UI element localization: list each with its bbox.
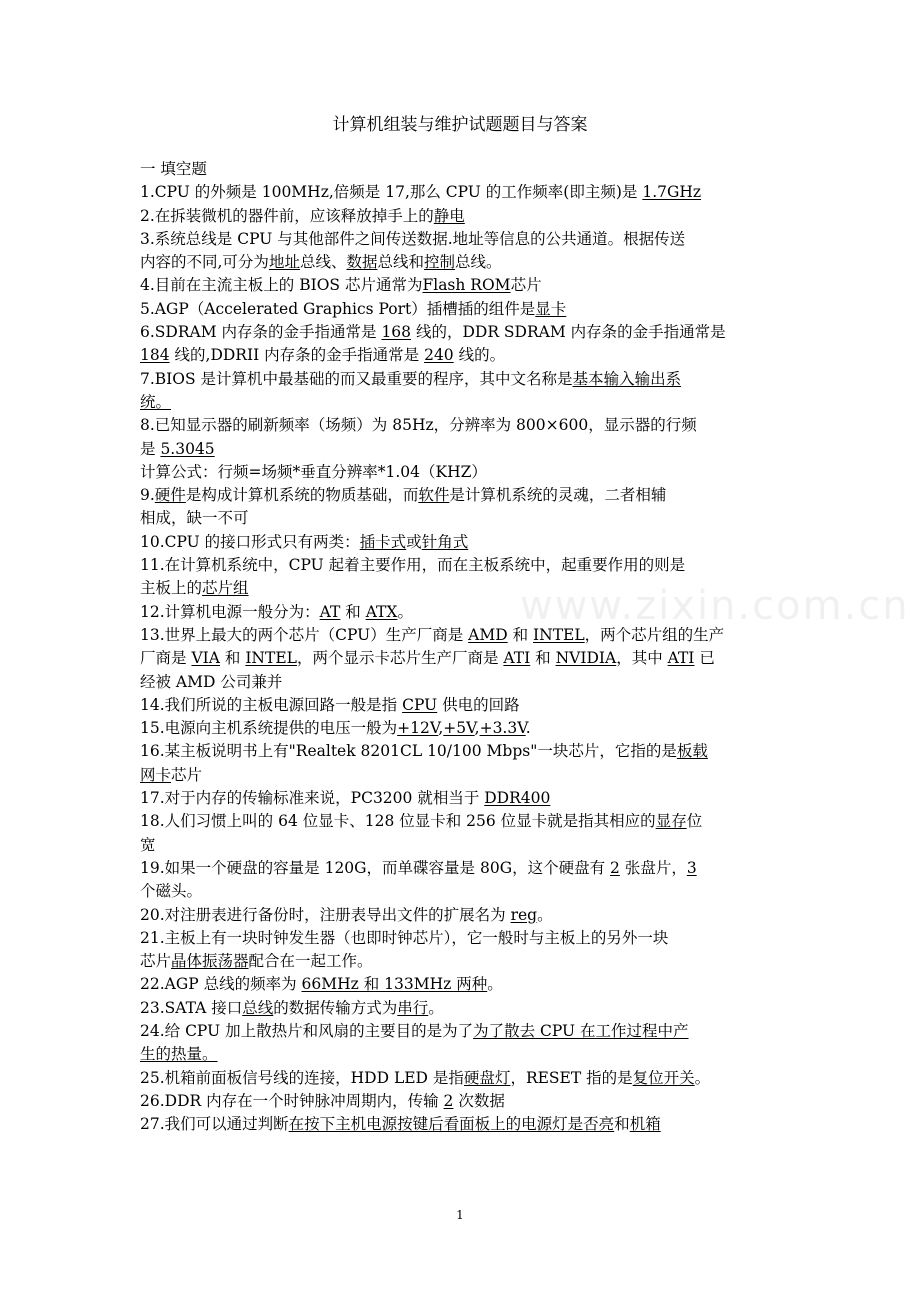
question-text: 个磁头。	[140, 882, 203, 901]
question-text: ，两个显示卡芯片生产厂商是	[296, 649, 504, 668]
text-line	[140, 228, 785, 251]
question-text: 7.BIOS 是计算机中最基础的而又最重要的程序，其中文名称是	[140, 369, 573, 388]
text-line	[140, 717, 785, 740]
question-text: 13.世界上最大的两个芯片（CPU）生产厂商是	[140, 625, 469, 644]
answer-text: AT	[319, 602, 341, 621]
answer-text: 168	[381, 323, 412, 342]
answer-text: AMD	[468, 625, 508, 644]
question-text: 总线。	[455, 253, 502, 272]
answer-text: VIA	[191, 649, 220, 668]
question-text: 和	[219, 649, 246, 668]
answer-text: ATI	[667, 649, 695, 668]
answer-text: reg	[510, 905, 538, 924]
question-text: 26.DDR 内存在一个时钟脉冲周期内，传输	[140, 1091, 444, 1110]
question-text: 和	[507, 625, 534, 644]
question-text: 线的,DDRII 内存条的金手指通常是	[169, 346, 425, 365]
text-line	[140, 787, 785, 810]
answer-text: 板载	[676, 742, 708, 761]
question-text: 3.系统总线是 CPU 与其他部件之间传送数据.地址等信息的公共通道。根据传送	[140, 229, 686, 248]
section-heading: 一 填空题	[140, 160, 207, 178]
text-line	[140, 950, 785, 973]
answer-text: NVIDIA	[555, 649, 617, 668]
question-text: 17.对于内存的传输标准来说，PC3200 就相当于	[140, 789, 485, 808]
answer-text: 机箱	[629, 1115, 661, 1134]
answer-text: 基本输入输出系	[572, 369, 682, 388]
text-line	[140, 181, 785, 204]
answer-text: 为了散去 CPU 在工作过程中产	[473, 1021, 689, 1040]
text-line	[140, 321, 785, 344]
answer-text: 软件	[418, 486, 450, 505]
question-text: 6.SDRAM 内存条的金手指通常是	[140, 323, 382, 342]
answer-text: 显存	[655, 812, 687, 831]
question-text: 已	[694, 649, 715, 668]
text-line	[140, 531, 785, 554]
question-text: 芯片	[510, 276, 542, 295]
text-line	[140, 1090, 785, 1113]
document-body	[140, 158, 785, 1136]
question-text: 8.已知显示器的刷新频率（场频）为 85Hz，分辨率为 800×600，显示器的行频	[140, 416, 697, 435]
page-number: 1	[456, 1208, 464, 1222]
question-text: 宽	[140, 835, 156, 854]
text-line	[140, 1113, 785, 1136]
question-text: 。	[537, 905, 553, 924]
answer-text: ATI	[503, 649, 531, 668]
page-title: 计算机组装与维护试题题目与答案	[332, 115, 588, 135]
answer-text: +12V	[397, 719, 439, 738]
text-line	[140, 973, 785, 996]
answer-text: 184	[140, 346, 170, 365]
question-text: 1.CPU 的外频是 100MHz,倍频是 17,那么 CPU 的工作频率(即主频)是	[140, 183, 643, 202]
question-text: 12.计算机电源一般分为：	[140, 602, 320, 621]
answer-text: 66MHz 和 133MHz 两种	[301, 975, 488, 994]
question-text: 总线、	[299, 253, 347, 272]
question-text: 19.如果一个硬盘的容量是 120G，而单碟容量是 80G，这个硬盘有	[140, 858, 611, 877]
text-line	[140, 857, 785, 880]
text-line	[140, 810, 785, 833]
question-text: 14.我们所说的主板电源回路一般是指	[140, 695, 403, 714]
question-text: 的数据传输方式为	[273, 998, 398, 1017]
question-text: 相成，缺一不可	[140, 509, 249, 528]
text-line	[140, 694, 785, 717]
question-text: 和	[340, 602, 366, 621]
answer-text: 数据	[346, 253, 378, 272]
text-line	[140, 1067, 785, 1090]
answer-text: INTEL	[245, 649, 297, 668]
answer-text: 硬件	[154, 486, 186, 505]
question-text: 是构成计算机系统的物质基础，而	[185, 486, 419, 505]
answer-text: 2	[443, 1091, 454, 1110]
question-text: ，RESET 指的是	[510, 1068, 633, 1087]
question-text: 供电的回路	[437, 695, 520, 714]
question-text: 是计算机系统的灵魂，二者相辅	[449, 486, 667, 505]
question-text: 内容的不同,可分为	[140, 253, 269, 272]
question-text: .	[525, 719, 531, 738]
answer-text: 240	[424, 346, 454, 365]
text-line	[140, 834, 785, 857]
text-line	[140, 1043, 785, 1066]
question-text: ，其中	[616, 649, 668, 668]
text-line	[140, 251, 785, 274]
question-text: 16.某主板说明书上有"Realtek 8201CL 10/100 Mbps"一块芯片，它指的是	[140, 742, 677, 761]
text-line	[140, 880, 785, 903]
text-line	[140, 764, 785, 787]
text-line	[140, 904, 785, 927]
answer-text: 硬盘灯	[463, 1068, 511, 1087]
text-line	[140, 205, 785, 228]
text-line	[140, 391, 785, 414]
answer-text: 2	[610, 858, 620, 877]
question-text: 24.给 CPU 加上散热片和风扇的主要目的是为了	[140, 1021, 474, 1040]
question-text: 4.目前在主流主板上的 BIOS 芯片通常为	[140, 276, 423, 295]
question-text: 线的。	[453, 346, 506, 365]
question-text: 20.对注册表进行备份时，注册表导出文件的扩展名为	[140, 905, 511, 924]
watermark: www.zixin.com.cn	[520, 583, 910, 629]
question-text: 是	[140, 439, 161, 458]
answer-text: INTEL	[533, 625, 585, 644]
text-line	[140, 461, 785, 484]
question-text: 或	[406, 532, 422, 551]
question-text: 芯片	[171, 765, 203, 784]
answer-text: ATX	[365, 602, 398, 621]
question-text: 和	[530, 649, 556, 668]
answer-text: CPU	[402, 695, 438, 714]
text-line	[140, 1020, 785, 1043]
question-text: 计算公式：行频=场频*垂直分辨率*1.04（KHZ）	[140, 462, 487, 481]
answer-text: +3.3V	[479, 719, 526, 738]
text-line	[140, 647, 785, 670]
question-text: 25.机箱前面板信号线的连接，HDD LED 是指	[140, 1068, 464, 1087]
text-line	[140, 740, 785, 763]
question-text: 主板上的	[140, 579, 203, 598]
answer-text: 在按下主机电源按键后看面板上的电源灯是否亮	[288, 1115, 615, 1134]
text-line	[140, 414, 785, 437]
answer-text: 复位开关	[632, 1068, 695, 1087]
answer-text: 地址	[268, 253, 300, 272]
question-text: 2.在拆装微机的器件前，应该释放掉手上的	[140, 206, 434, 225]
answer-text: 生的热量。	[140, 1045, 218, 1064]
text-line	[140, 344, 785, 367]
text-line	[140, 298, 785, 321]
text-line	[140, 274, 785, 297]
answer-text: 静电	[433, 206, 465, 225]
question-text: 15.电源向主机系统提供的电压一般为	[140, 719, 398, 738]
question-text: ,	[438, 719, 444, 738]
answer-text: 显卡	[535, 299, 567, 318]
text-line	[140, 927, 785, 950]
question-text: 经被 AMD 公司兼并	[140, 672, 283, 691]
text-line	[140, 671, 785, 694]
answer-text: +5V	[443, 719, 475, 738]
question-text: 总线和	[377, 253, 424, 272]
question-text: ,	[474, 719, 480, 738]
answer-text: 总线	[242, 998, 274, 1017]
question-text: 和	[614, 1115, 630, 1134]
question-text: 张盘片，	[619, 858, 687, 877]
question-text: 11.在计算机系统中，CPU 起着主要作用，而在主板系统中，起重要作用的则是	[140, 556, 686, 575]
question-text: 配合在一起工作。	[248, 952, 373, 971]
question-text: ，两个芯片组的生产	[584, 625, 725, 644]
text-line	[140, 507, 785, 530]
text-line	[140, 368, 785, 391]
question-text: 线的，DDR SDRAM 内存条的金手指通常是	[411, 323, 726, 342]
answer-text: 晶体振荡器	[171, 952, 249, 971]
answer-text: 5.3045	[160, 439, 215, 458]
question-text: 27.我们可以通过判断	[140, 1115, 289, 1134]
answer-text: 串行	[397, 998, 429, 1017]
text-line	[140, 997, 785, 1020]
question-text: 23.SATA 接口	[140, 998, 243, 1017]
answer-text: 控制	[424, 253, 456, 272]
question-text: 厂商是	[140, 649, 192, 668]
answer-text: 3	[686, 858, 697, 877]
answer-text: 1.7GHz	[642, 183, 702, 202]
question-text: 。	[694, 1068, 711, 1087]
question-text: 芯片	[140, 952, 172, 971]
answer-text: 插卡式	[359, 532, 407, 551]
question-text: 。	[428, 998, 444, 1017]
text-line	[140, 554, 785, 577]
question-text: 9.	[140, 486, 155, 505]
question-text: 10.CPU 的接口形式只有两类：	[140, 532, 360, 551]
answer-text: 网卡	[140, 765, 172, 784]
answer-text: 统。	[140, 392, 172, 411]
text-line	[140, 438, 785, 461]
answer-text: DDR400	[484, 789, 551, 808]
question-text: 次数据	[453, 1091, 505, 1110]
answer-text: 芯片组	[202, 579, 249, 598]
answer-text: Flash ROM	[422, 276, 511, 295]
question-text: 5.AGP（Accelerated Graphics Port）插槽插的组件是	[140, 299, 536, 318]
question-text: 18.人们习惯上叫的 64 位显卡、128 位显卡和 256 位显卡就是指其相应的	[140, 812, 656, 831]
question-text: 位	[686, 812, 703, 831]
question-text: 。	[397, 602, 413, 621]
question-text: 22.AGP 总线的频率为	[140, 975, 302, 994]
answer-text: 针角式	[421, 532, 469, 551]
question-text: 。	[487, 975, 503, 994]
question-text: 21.主板上有一块时钟发生器（也即时钟芯片），它一般时与主板上的另外一块	[140, 928, 669, 947]
text-line	[140, 484, 785, 507]
